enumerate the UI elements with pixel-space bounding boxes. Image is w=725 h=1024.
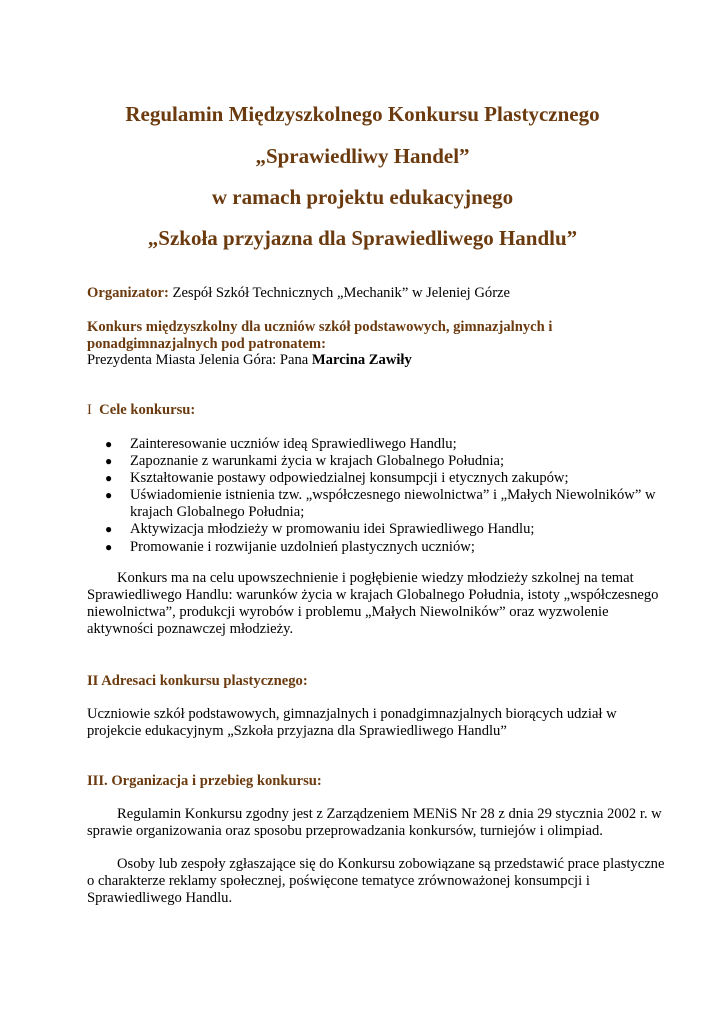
bullet-dot-icon: ● — [105, 488, 113, 503]
patronage-line-1: Konkurs międzyszkolny dla uczniów szkół podstawowych, gimnazjalnych i — [87, 319, 553, 335]
section-3-paragraph-1: Regulamin Konkursu zgodny jest z Zarządzeniem MENiS Nr 28 z dnia 29 stycznia 2002 r. w sprawie organizowania oraz sposobu przeprowadzania konkursów, turniejów i olimpiad. — [87, 806, 662, 839]
organizer-value: Zespół Szkół Technicznych „Mechanik” w Jeleniej Górze — [168, 285, 511, 301]
list-item: ● Aktywizacja młodzieży w promowaniu idei Sprawiedliwego Handlu; — [105, 521, 535, 538]
patron-name: Marcina Zawiły — [311, 352, 412, 368]
section-1-numeral: I — [87, 402, 92, 418]
patronage-line-2: ponadgimnazjalnych pod patronatem: — [87, 336, 326, 352]
patronage-line-3 — [87, 352, 412, 369]
bullet-dot-icon: ● — [105, 454, 113, 469]
bullet-dot-icon: ● — [105, 437, 113, 451]
list-item: ● Uświadomienie istnienia tzw. „współczesnego niewolnictwa” i „Małych Niewolników” w krajach Globalnego Południa; — [105, 487, 656, 521]
section-3-heading: III. Organizacja i przebieg konkursu: — [87, 773, 322, 789]
section-3-paragraph-2: Osoby lub zespoły zgłaszające się do Konkursu zobowiązane są przedstawić prace plastyczne o charakterze reklamy społecznej, poświęcone tematyce zrównoważonej konsumpcji i Sprawiedliwego Handlu. — [87, 856, 665, 906]
section-2-heading: II Adresaci konkursu plastycznego: — [87, 673, 308, 689]
patron-title: Prezydenta Miasta Jelenia Góra: Pana — [87, 352, 312, 368]
section-1-heading — [87, 402, 195, 419]
organizer-label: Organizator: — [87, 285, 169, 301]
document-title-line-2: „Sprawiedliwy Handel” — [255, 144, 470, 168]
bullet-dot-icon: ● — [105, 522, 113, 537]
document-title-line-3: w ramach projektu edukacyjnego — [211, 185, 514, 209]
document-title-line-1: Regulamin Międzyszkolnego Konkursu Plastycznego — [125, 102, 600, 126]
section-1-paragraph: Konkurs ma na celu upowszechnienie i pogłębienie wiedzy młodzieży szkolnej na temat Sprawiedliwego Handlu: warunków życia w krajach Globalnego Południa, istoty „współczesnego niewolnictwa”, produkcji wyrobów i problemu „Małych Niewolników” oraz wyzwolenie aktywności poznawczej młodzieży. — [87, 570, 659, 637]
organizer-line — [87, 285, 510, 302]
bullet-dot-icon: ● — [105, 539, 113, 554]
section-2-paragraph: Uczniowie szkół podstawowych, gimnazjalnych i ponadgimnazjalnych biorących udział w projekcie edukacyjnym „Szkoła przyjazna dla Sprawiedliwego Handlu” — [87, 706, 617, 739]
document-title-line-4: „Szkoła przyjazna dla Sprawiedliwego Handlu” — [147, 226, 578, 250]
list-item: ● Zainteresowanie uczniów ideą Sprawiedliwego Handlu; — [105, 436, 457, 452]
list-item: ● Promowanie i rozwijanie uzdolnień plastycznych uczniów; — [105, 538, 475, 555]
section-1-title: Cele konkursu: — [99, 402, 196, 418]
list-item: ● Kształtowanie postawy odpowiedzialnej konsumpcji i etycznych zakupów; — [105, 470, 569, 487]
list-item: ● Zapoznanie z warunkami życia w krajach Globalnego Południa; — [105, 453, 505, 470]
goals-list — [105, 436, 665, 556]
bullet-dot-icon: ● — [105, 471, 113, 486]
